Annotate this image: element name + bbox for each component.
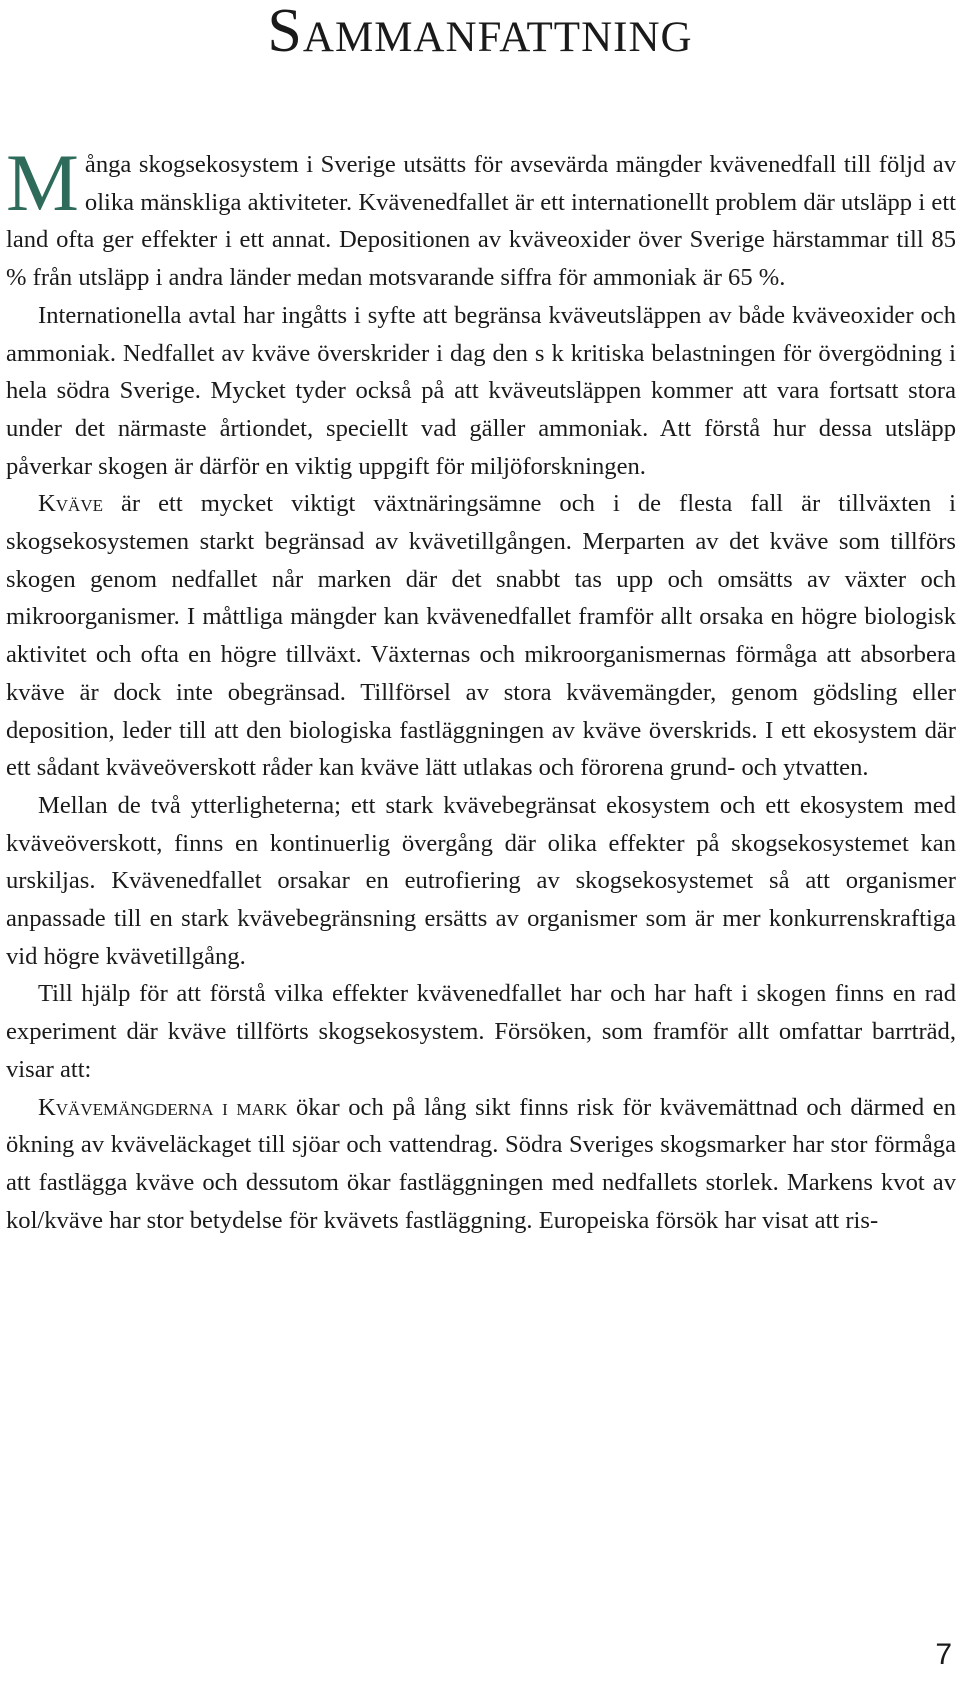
paragraph-4: Mellan de två ytterligheterna; ett stark kvävebegränsat ekosystem och ett ekosystem med kväveöverskott, finns en kontinuerlig övergång där olika effekter på skogsekosystemet kan urskiljas. Kvävenedfallet orsakar en eutrofiering av skogsekosystemet så att organismer anpassade till en stark kvävebegränsning ersätts av organismer som är mer konkurrenskraftiga vid högre kvävetillgång. — [6, 791, 956, 970]
paragraph-3 — [6, 485, 956, 787]
page-number: 7 — [935, 1638, 952, 1671]
paragraph-1-text: ånga skogsekosystem i Sverige utsätts för avsevärda mängder kvävenedfall till följd av olika mänskliga aktiviteter. Kvävenedfallet är ett internationellt problem där utsläpp i ett land ofta ger effekter i ett annat. Depositionen av kväveoxider över Sverige härstammar till 85 % från utsläpp i andra länder medan motsvarande siffra för ammoniak är 65 %. — [6, 151, 956, 292]
drop-cap: M — [6, 137, 79, 228]
paragraph-6-lead: Kvävemängderna i mark — [38, 1093, 288, 1121]
body-text — [6, 137, 956, 1239]
paragraph-2: Internationella avtal har ingåtts i syfte att begränsa kväveutsläppen av både kväveoxider och ammoniak. Nedfallet av kväve överskrider i dag den s k kritiska belastningen för övergödning i hela södra Sverige. Mycket tyder också på att kväveutsläppen kommer att vara fortsatt stora under det närmaste årtiondet, speciellt vad gäller ammoniak. Att förstå hur dessa utsläpp påverkar skogen är därför en viktig uppgift för miljöforskningen. — [6, 301, 956, 480]
page-title: Sammanfattning — [267, 0, 693, 65]
paragraph-3-text: är ett mycket viktigt växtnäringsämne och i de flesta fall är tillväxten i skogsekosystemen starkt begränsad av kvävetillgången. Merparten av det kväve som tillförs skogen genom nedfallet når marken där det snabbt tas upp och omsätts av växter och mikroorganismer. I måttliga mängder kan kvävenedfallet framför allt orsaka en högre biologisk aktivitet och ofta en högre tillväxt. Växternas och mikroorganismernas förmåga att absorbera kväve är dock inte obegränsad. Tillförsel av stora kvävemängder, genom gödsling eller deposition, leder till att den biologiska fastläggningen av kväve överskrids. I ett ekosystem där ett sådant kväveöverskott råder kan kväve lätt utlakas och förorena grund- och ytvatten. — [6, 490, 956, 782]
paragraph-5: Till hjälp för att förstå vilka effekter kvävenedfallet har och har haft i skogen finns en rad experiment där kväve tillförts skogsekosystem. Försöken, som framför allt omfattar barrträd, visar att: — [6, 980, 956, 1083]
paragraph-1 — [6, 137, 956, 297]
paragraph-6-text: ökar och på lång sikt finns risk för kvävemättnad och därmed en ökning av kväveläckaget till sjöar och vattendrag. Södra Sveriges skogsmarker har stor förmåga att fastlägga kväve och dessutom ökar fastläggningen med nedfallets storlek. Markens kvot av kol/kväve har stor betydelse för kvävets fastläggning. Europeiska försök har visat att ris- — [6, 1093, 956, 1234]
paragraph-3-lead: Kväve — [38, 490, 103, 518]
paragraph-6 — [6, 1089, 956, 1240]
